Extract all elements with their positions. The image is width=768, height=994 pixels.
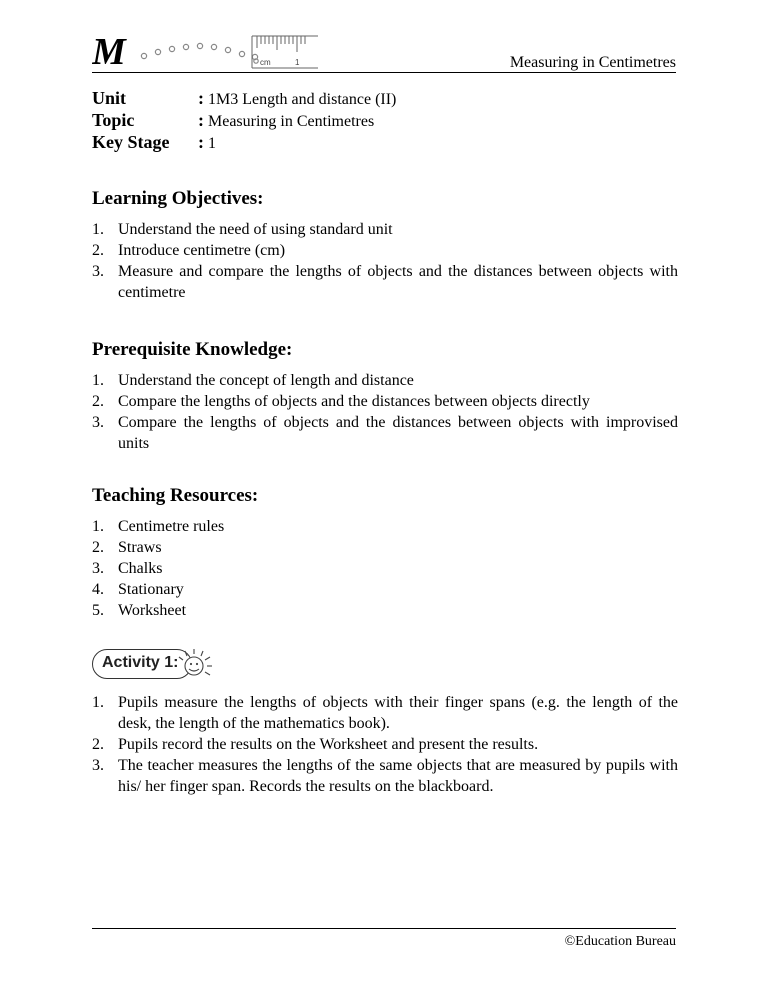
logo-ruler-mark: 1	[295, 58, 300, 67]
list-number: 1.	[92, 372, 104, 389]
prerequisite-knowledge-section	[92, 338, 678, 454]
list-item	[92, 579, 678, 600]
activity-steps-list	[92, 692, 678, 797]
meta-unit-value: 1M3 Length and distance (II)	[208, 91, 397, 108]
meta-stage-row	[92, 132, 396, 154]
meta-colon: :	[198, 88, 204, 108]
meta-topic-row	[92, 110, 396, 132]
resources-list	[92, 516, 678, 621]
list-text: Measure and compare the lengths of objects and the distances between objects with centimetre	[118, 263, 678, 301]
running-title: Measuring in Centimetres	[509, 54, 676, 71]
lesson-meta	[92, 88, 396, 154]
list-text: Understand the need of using standard unit	[118, 221, 393, 238]
list-text: Understand the concept of length and distance	[118, 372, 414, 389]
list-text: Pupils record the results on the Worksheet and present the results.	[118, 736, 539, 753]
logo-ruler-icon	[92, 28, 332, 72]
list-item	[92, 391, 678, 412]
footer-copyright: ©Education Bureau	[564, 934, 676, 949]
list-number: 2.	[92, 242, 104, 259]
list-item	[92, 240, 678, 261]
list-item	[92, 516, 678, 537]
activity-label: Activity 1:	[102, 654, 179, 671]
list-item	[92, 755, 678, 797]
teaching-resources-section	[92, 484, 678, 621]
list-text: Centimetre rules	[118, 518, 225, 535]
list-item	[92, 219, 678, 240]
list-number: 2.	[92, 393, 104, 410]
objectives-list	[92, 219, 678, 303]
meta-topic-label: Topic	[92, 110, 135, 130]
list-text: Worksheet	[118, 602, 187, 619]
list-number: 3.	[92, 560, 104, 577]
meta-colon: :	[198, 110, 204, 130]
list-item	[92, 261, 678, 303]
logo-ruler-unit: cm	[260, 58, 271, 67]
list-text: Pupils measure the lengths of objects with their finger spans (e.g. the length of the desk, the length of the mathematics book).	[118, 694, 678, 732]
list-item	[92, 558, 678, 579]
activity-badge	[92, 645, 216, 683]
list-number: 3.	[92, 263, 104, 280]
meta-unit-row	[92, 88, 396, 110]
list-text: Compare the lengths of objects and the distances between objects with improvised units	[118, 414, 678, 452]
list-text: Introduce centimetre (cm)	[118, 242, 286, 259]
section-heading: Learning Objectives:	[92, 188, 264, 209]
smiling-sun-icon	[172, 645, 214, 683]
section-heading: Teaching Resources:	[92, 485, 259, 506]
list-number: 1.	[92, 694, 104, 711]
list-text: Chalks	[118, 560, 163, 577]
list-item	[92, 412, 678, 454]
list-number: 1.	[92, 518, 104, 535]
footer-divider	[92, 928, 676, 929]
page-header	[92, 28, 676, 72]
list-text: Stationary	[118, 581, 184, 598]
list-item	[92, 537, 678, 558]
list-number: 2.	[92, 539, 104, 556]
list-item	[92, 734, 678, 755]
logo-letter: M	[92, 31, 126, 72]
list-number: 5.	[92, 602, 104, 619]
meta-stage-value: 1	[208, 135, 216, 152]
list-item	[92, 692, 678, 734]
list-number: 3.	[92, 757, 104, 774]
list-text: Compare the lengths of objects and the distances between objects directly	[118, 393, 590, 410]
list-number: 1.	[92, 221, 104, 238]
list-text: The teacher measures the lengths of the same objects that are measured by pupils with his/ her finger span. Records the results on the blackboard.	[118, 757, 678, 795]
activity-1-section	[92, 692, 678, 797]
meta-colon: :	[198, 132, 204, 152]
list-number: 3.	[92, 414, 104, 431]
section-heading: Prerequisite Knowledge:	[92, 339, 293, 360]
list-item	[92, 600, 678, 621]
meta-unit-label: Unit	[92, 88, 127, 108]
learning-objectives-section	[92, 187, 678, 303]
list-text: Straws	[118, 539, 162, 556]
list-number: 2.	[92, 736, 104, 753]
list-item	[92, 370, 678, 391]
meta-stage-label: Key Stage	[92, 132, 170, 152]
prerequisite-list	[92, 370, 678, 454]
meta-topic-value: Measuring in Centimetres	[208, 113, 375, 130]
header-divider	[92, 72, 676, 73]
list-number: 4.	[92, 581, 104, 598]
